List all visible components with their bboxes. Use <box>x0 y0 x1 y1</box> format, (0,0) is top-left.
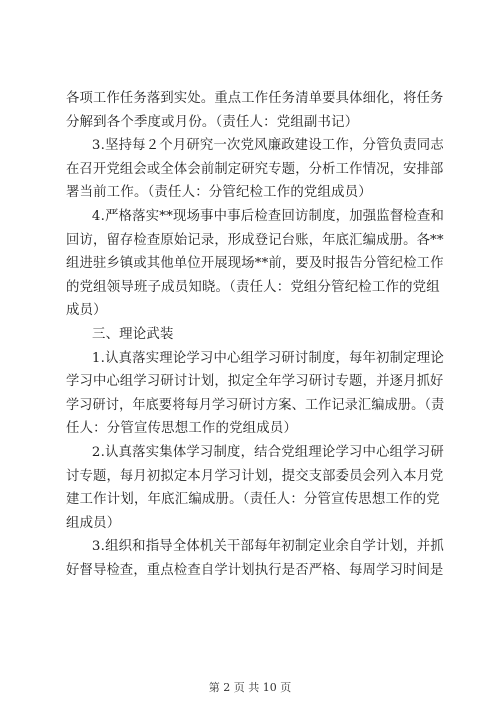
text-line: 任人：分管宣传思想工作的党组成员） <box>66 421 298 437</box>
text-line: 署当前工作。（责任人：分管纪检工作的党组成员） <box>66 185 372 201</box>
text-line: 三、理论武装 <box>92 326 174 342</box>
text-line: 组进驻乡镇或其他单位开展现场**前，要及时报告分管纪检工作 <box>66 256 444 272</box>
paragraph <box>66 87 444 134</box>
text-line: 好督导检查，重点检查自学计划执行是否严格、每周学习时间是 <box>66 562 444 578</box>
text-line: 组成员） <box>66 515 121 531</box>
text-line: 1.认真落实理论学习中心组学习研讨制度，每年初制定理论 <box>91 350 444 366</box>
paragraph <box>66 323 444 347</box>
paragraph <box>66 347 444 441</box>
text-line: 4.严格落实**现场事中事后检查回访制度，加强监督检查和 <box>91 208 445 224</box>
text-line: 的党组领导班子成员知晓。（责任人：党组分管纪检工作的党组 <box>66 279 440 295</box>
text-line: 在召开党组会或全体会前制定研究专题，分析工作情况，安排部 <box>66 161 444 177</box>
text-line: 回访，留存检查原始记录，形成登记台账，年底汇编成册。各** <box>66 232 444 248</box>
text-line: 讨专题，每月初拟定本月学习计划，提交支部委员会列入本月党 <box>66 468 444 484</box>
document-body <box>66 87 444 582</box>
text-line: 分解到各个季度或月份。（责任人：党组副书记） <box>66 114 359 130</box>
page-footer: 第 2 页 共 10 页 <box>208 681 292 694</box>
text-line: 各项工作任务落到实处。重点工作任务清单要具体细化，将任务 <box>66 91 444 106</box>
text-line: 3.组织和指导全体机关干部每年初制定业余自学计划，并抓 <box>91 539 444 555</box>
text-line: 建工作计划，年底汇编成册。（责任人：分管宣传思想工作的党 <box>66 492 440 508</box>
text-line: 学习中心组学习研讨计划，拟定全年学习研讨专题，并逐月抓好 <box>66 374 444 390</box>
paragraph <box>66 134 444 205</box>
text-line: 学习研讨，年底要将每月学习研讨方案、工作记录汇编成册。（责 <box>66 397 445 413</box>
text-line: 成员） <box>66 303 107 319</box>
text-line: 3.坚持每２个月研究一次党风廉政建设工作，分管负责同志 <box>91 138 444 154</box>
paragraph <box>66 535 444 582</box>
paragraph <box>66 205 444 323</box>
text-line: 2.认真落实集体学习制度，结合党组理论学习中心组学习研 <box>91 444 444 460</box>
paragraph <box>66 441 444 535</box>
